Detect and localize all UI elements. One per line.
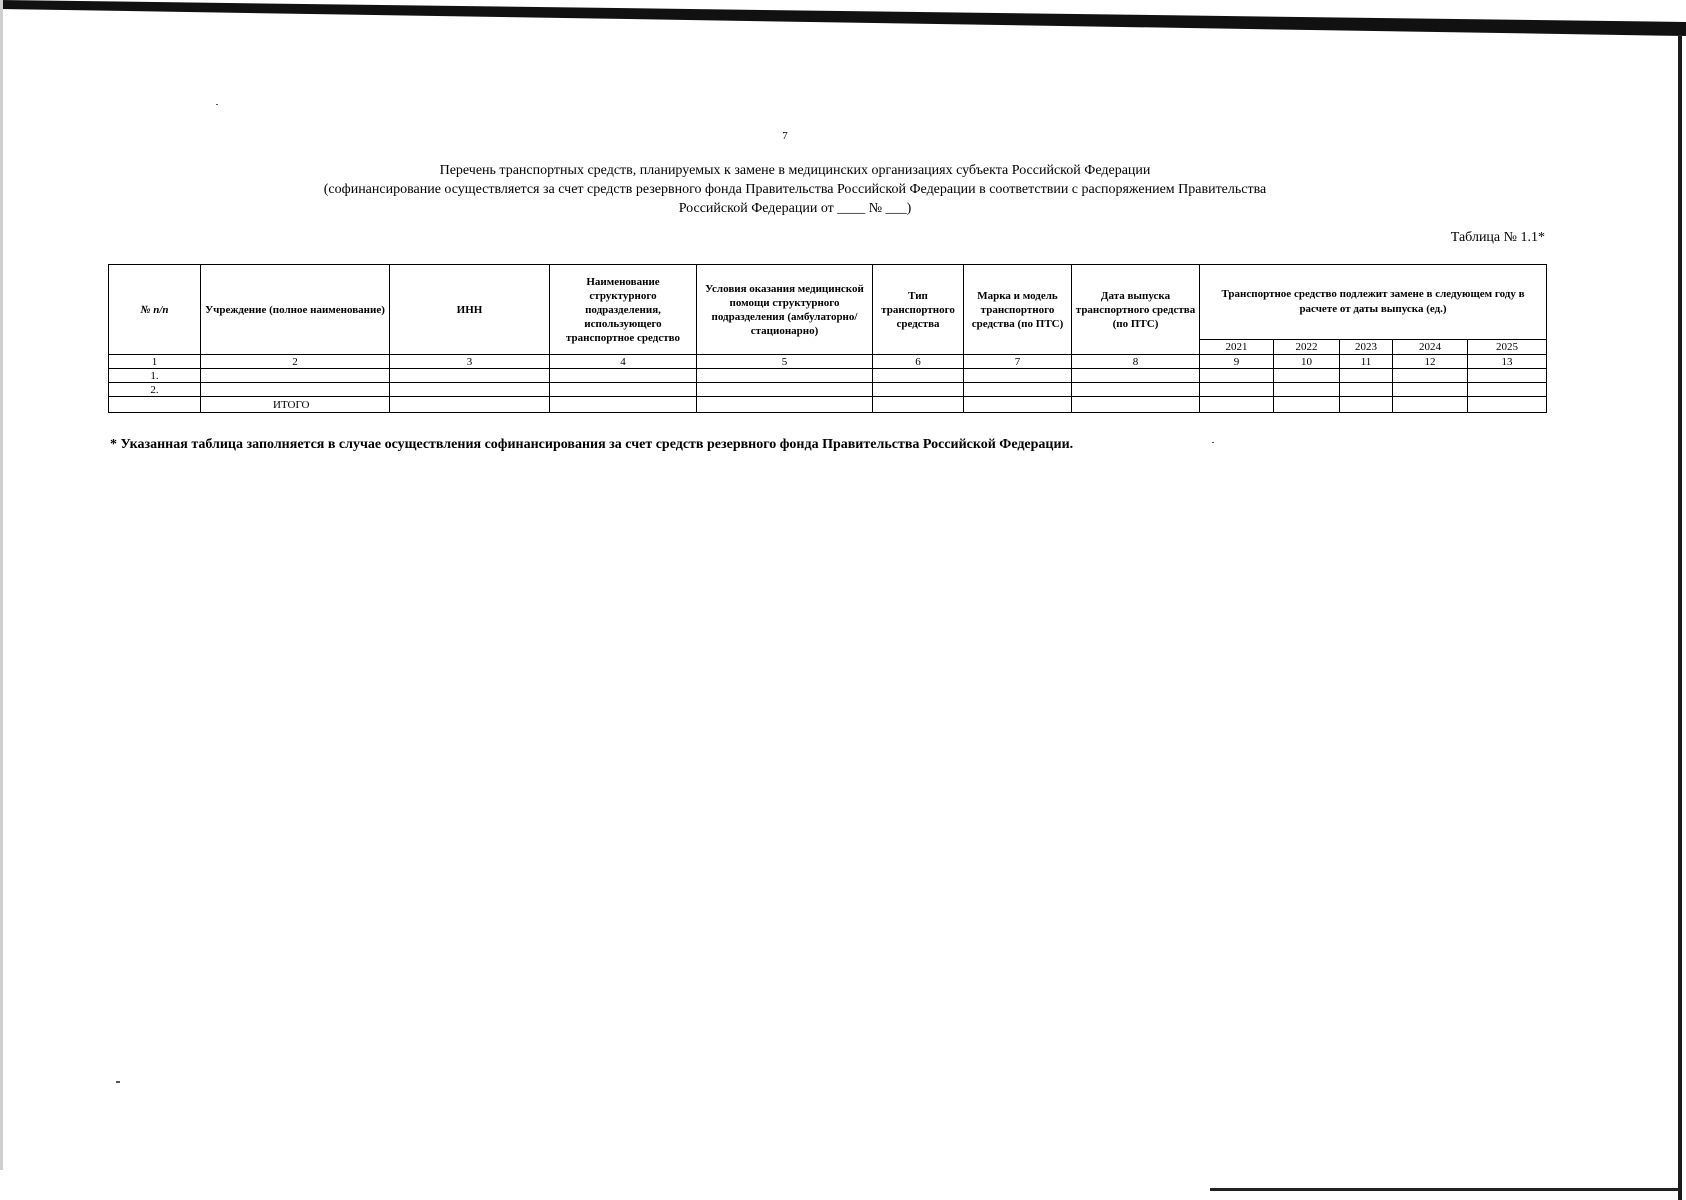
header-conditions: Условия оказания медицинской помощи структурного подразделения (амбулаторно/стационарно) [697,265,873,355]
column-number: 5 [697,355,873,369]
column-number: 10 [1274,355,1340,369]
table-cell [109,397,201,413]
header-subdivision: Наименование структурного подразделения, использующего транспортное средство [550,265,697,355]
header-year: 2023 [1340,340,1393,355]
table-cell [964,383,1072,397]
column-number-row [109,355,1547,369]
table-number: Таблица № 1.1* [1450,230,1545,245]
table-cell [873,383,964,397]
table-cell [697,383,873,397]
table-cell [201,369,390,383]
table-cell [1468,383,1547,397]
row-number: 2. [109,383,201,397]
table-cell [201,383,390,397]
scan-right-edge [1678,36,1682,1200]
column-number: 12 [1393,355,1468,369]
header-year: 2022 [1274,340,1340,355]
document-title [245,161,1345,218]
table-cell [550,397,697,413]
column-number: 4 [550,355,697,369]
table-cell [1200,383,1274,397]
table-cell [390,397,550,413]
table-cell [697,397,873,413]
scan-speck [1212,442,1214,443]
column-number: 9 [1200,355,1274,369]
table-cell [1200,397,1274,413]
table-cell [1393,369,1468,383]
column-number: 2 [201,355,390,369]
table-cell [1274,369,1340,383]
header-institution: Учреждение (полное наименование) [201,265,390,355]
scan-bottom-line [1210,1188,1680,1191]
table-cell [1072,397,1200,413]
header-year: 2025 [1468,340,1547,355]
header-release-date: Дата выпуска транспортного средства (по ПТС) [1072,265,1200,355]
page-number: 7 [782,130,788,142]
table-row [109,383,1547,397]
table-cell [1393,383,1468,397]
vehicles-table [108,264,1547,413]
column-number: 3 [390,355,550,369]
table-cell [1468,397,1547,413]
header-num: № п/п [109,265,201,355]
table-cell [1393,397,1468,413]
table-cell [1468,369,1547,383]
header-year: 2024 [1393,340,1468,355]
footnote: * Указанная таблица заполняется в случае осуществления софинансирования за счет средств резервного фонда Правительства Российской Федерации. [110,437,1074,452]
header-type: Тип транспортного средства [873,265,964,355]
title-line-1: Перечень транспортных средств, планируемых к замене в медицинских организациях субъекта Российской Федерации [439,163,1151,178]
table-cell [697,369,873,383]
title-line-2: (софинансирование осуществляется за счет средств резервного фонда Правительства Российской Федерации в соответствии с распоряжением Правительства [323,182,1267,197]
scan-left-edge [0,0,3,1170]
table-cell [873,397,964,413]
column-number: 6 [873,355,964,369]
scan-top-border [0,0,1686,40]
title-line-3: Российской Федерации от ____ № ___) [678,201,912,216]
table-cell [1200,369,1274,383]
table-cell [873,369,964,383]
table-cell [1072,369,1200,383]
header-replacement-group: Транспортное средство подлежит замене в следующем году в расчете от даты выпуска (ед.) [1200,265,1547,340]
row-number: 1. [109,369,201,383]
table-cell [1340,369,1393,383]
scan-speck [116,1081,120,1083]
table-cell [964,397,1072,413]
table-cell [1274,383,1340,397]
column-number: 7 [964,355,1072,369]
table-cell [390,369,550,383]
table-cell [1340,397,1393,413]
table-cell [550,383,697,397]
column-number: 1 [109,355,201,369]
table-cell [1274,397,1340,413]
table-cell [550,369,697,383]
table-cell [1340,383,1393,397]
column-number: 13 [1468,355,1547,369]
table-cell [964,369,1072,383]
table-cell [390,383,550,397]
scan-speck [216,104,218,105]
header-year: 2021 [1200,340,1274,355]
header-brand: Марка и модель транспортного средства (по ПТС) [964,265,1072,355]
column-number: 8 [1072,355,1200,369]
table-cell [1072,383,1200,397]
column-number: 11 [1340,355,1393,369]
table-row [109,369,1547,383]
total-row [109,397,1547,413]
header-inn: ИНН [390,265,550,355]
total-label: ИТОГО [201,397,390,413]
